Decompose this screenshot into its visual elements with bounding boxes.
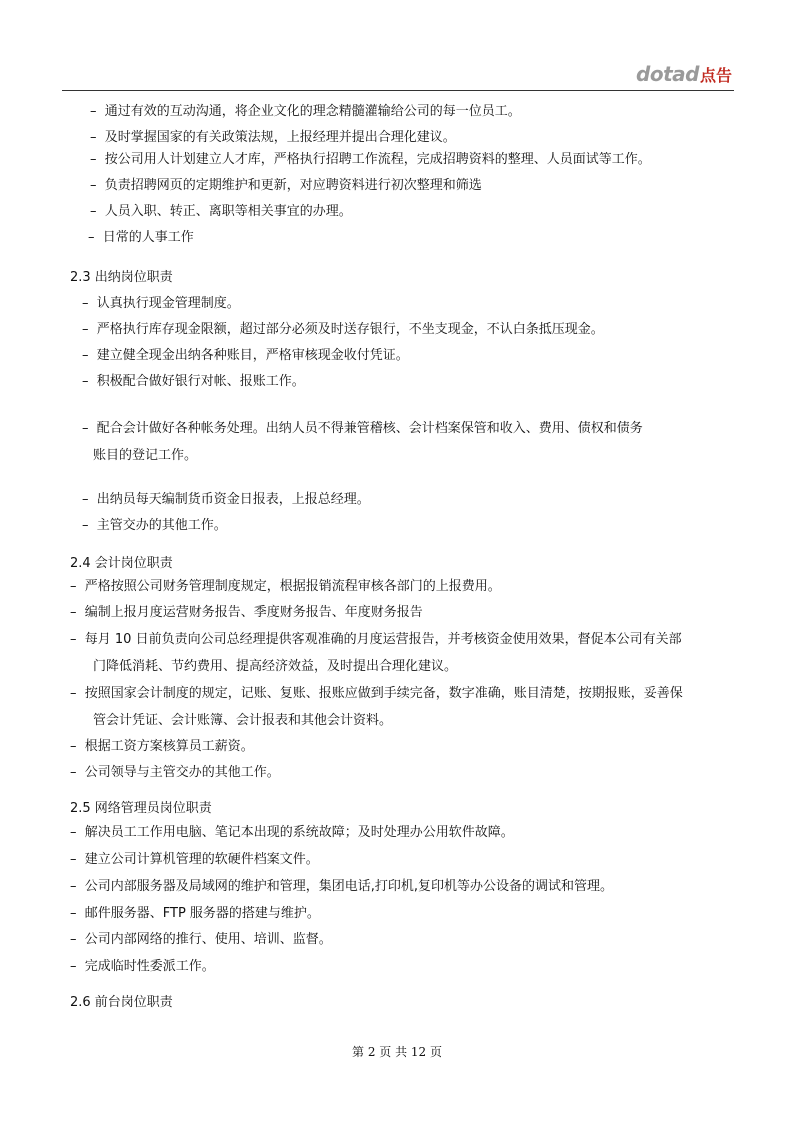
bullet-dash: – [88, 230, 95, 245]
hr-item: – 人员入职、转正、离职等相关事宜的办理。 [90, 204, 352, 219]
bullet-dash: – [70, 825, 77, 840]
page-footer: 第 2 页 共 12 页 [352, 1045, 442, 1059]
bullet-dash: – [82, 421, 89, 436]
bullet-dash: – [70, 906, 77, 921]
bullet-dash: – [90, 152, 97, 167]
accounting-item: – 根据工资方案核算员工薪资。 [70, 739, 254, 754]
bullet-dash: – [70, 879, 77, 894]
accounting-item: – 公司领导与主管交办的其他工作。 [70, 765, 280, 780]
cashier-item: – 建立健全现金出纳各种账目，严格审核现金收付凭证。 [82, 348, 409, 363]
bullet-dash: – [70, 579, 77, 594]
accounting-item-continuation: 管会计凭证、会计账簿、会计报表和其他会计资料。 [93, 713, 393, 728]
bullet-dash: – [82, 296, 89, 311]
network-item: – 完成临时性委派工作。 [70, 959, 215, 974]
cashier-item: – 积极配合做好银行对帐、报账工作。 [82, 374, 305, 389]
hr-item: – 负责招聘网页的定期维护和更新，对应聘资料进行初次整理和筛选 [90, 178, 482, 193]
cashier-item-continuation: 账目的登记工作。 [93, 448, 198, 463]
section-heading-reception: 2.6 前台岗位职责 [70, 995, 173, 1010]
bullet-dash: – [82, 374, 89, 389]
logo-wordmark: dotad [636, 62, 699, 86]
section-heading-cashier: 2.3 出纳岗位职责 [70, 270, 173, 285]
accounting-item-continuation: 门降低消耗、节约费用、提高经济效益，及时提出合理化建议。 [93, 659, 458, 674]
accounting-item: – 严格按照公司财务管理制度规定，根据报销流程审核各部门的上报费用。 [70, 579, 501, 594]
bullet-dash: – [70, 959, 77, 974]
cashier-item: – 严格执行库存现金限额，超过部分必须及时送存银行，不坐支现金，不认白条抵压现金。 [82, 322, 604, 337]
bullet-dash: – [82, 492, 89, 507]
bullet-dash: – [70, 605, 77, 620]
network-item: – 邮件服务器、FTP 服务器的搭建与维护。 [70, 906, 320, 921]
bullet-dash: – [70, 632, 77, 647]
hr-item: – 日常的人事工作 [88, 230, 194, 245]
cashier-item: – 配合会计做好各种帐务处理。出纳人员不得兼管稽核、会计档案保管和收入、费用、债权和债务 [82, 421, 643, 436]
bullet-dash: – [82, 322, 89, 337]
bullet-dash: – [90, 130, 97, 145]
bullet-dash: – [70, 686, 77, 701]
section-heading-network: 2.5 网络管理员岗位职责 [70, 801, 212, 816]
hr-item: – 通过有效的互动沟通，将企业文化的理念精髓灌输给公司的每一位员工。 [90, 104, 521, 119]
bullet-dash: – [90, 104, 97, 119]
hr-item: – 及时掌握国家的有关政策法规，上报经理并提出合理化建议。 [90, 130, 456, 145]
bullet-dash: – [82, 518, 89, 533]
cashier-item: – 主管交办的其他工作。 [82, 518, 227, 533]
cashier-item: – 认真执行现金管理制度。 [82, 296, 240, 311]
accounting-item: – 每月 10 日前负责向公司总经理提供客观准确的月度运营报告，并考核资金使用效果，督促本公司有关部 [70, 632, 682, 647]
bullet-dash: – [70, 852, 77, 867]
bullet-dash: – [70, 739, 77, 754]
network-item: – 公司内部服务器及局域网的维护和管理，集团电话,打印机,复印机等办公设备的调试和管理。 [70, 879, 614, 894]
bullet-dash: – [70, 932, 77, 947]
bullet-dash: – [70, 765, 77, 780]
network-item: – 公司内部网络的推行、使用、培训、监督。 [70, 932, 332, 947]
bullet-dash: – [90, 204, 97, 219]
logo-chinese: 点告 [699, 66, 732, 85]
hr-item: – 按公司用人计划建立人才库，严格执行招聘工作流程，完成招聘资料的整理、人员面试等工作。 [90, 152, 651, 167]
accounting-item: – 编制上报月度运营财务报告、季度财务报告、年度财务报告 [70, 605, 423, 620]
network-item: – 解决员工工作用电脑、笔记本出现的系统故障；及时处理办公用软件故障。 [70, 825, 514, 840]
bullet-dash: – [90, 178, 97, 193]
header-logo [636, 62, 732, 86]
accounting-item: – 按照国家会计制度的规定，记账、复账、报账应做到手续完备，数字准确，账目清楚，按期报账，妥善保 [70, 686, 683, 701]
network-item: – 建立公司计算机管理的软硬件档案文件。 [70, 852, 319, 867]
bullet-dash: – [82, 348, 89, 363]
section-heading-accounting: 2.4 会计岗位职责 [70, 556, 173, 571]
cashier-item: – 出纳员每天编制货币资金日报表，上报总经理。 [82, 492, 370, 507]
header-rule [62, 90, 734, 91]
